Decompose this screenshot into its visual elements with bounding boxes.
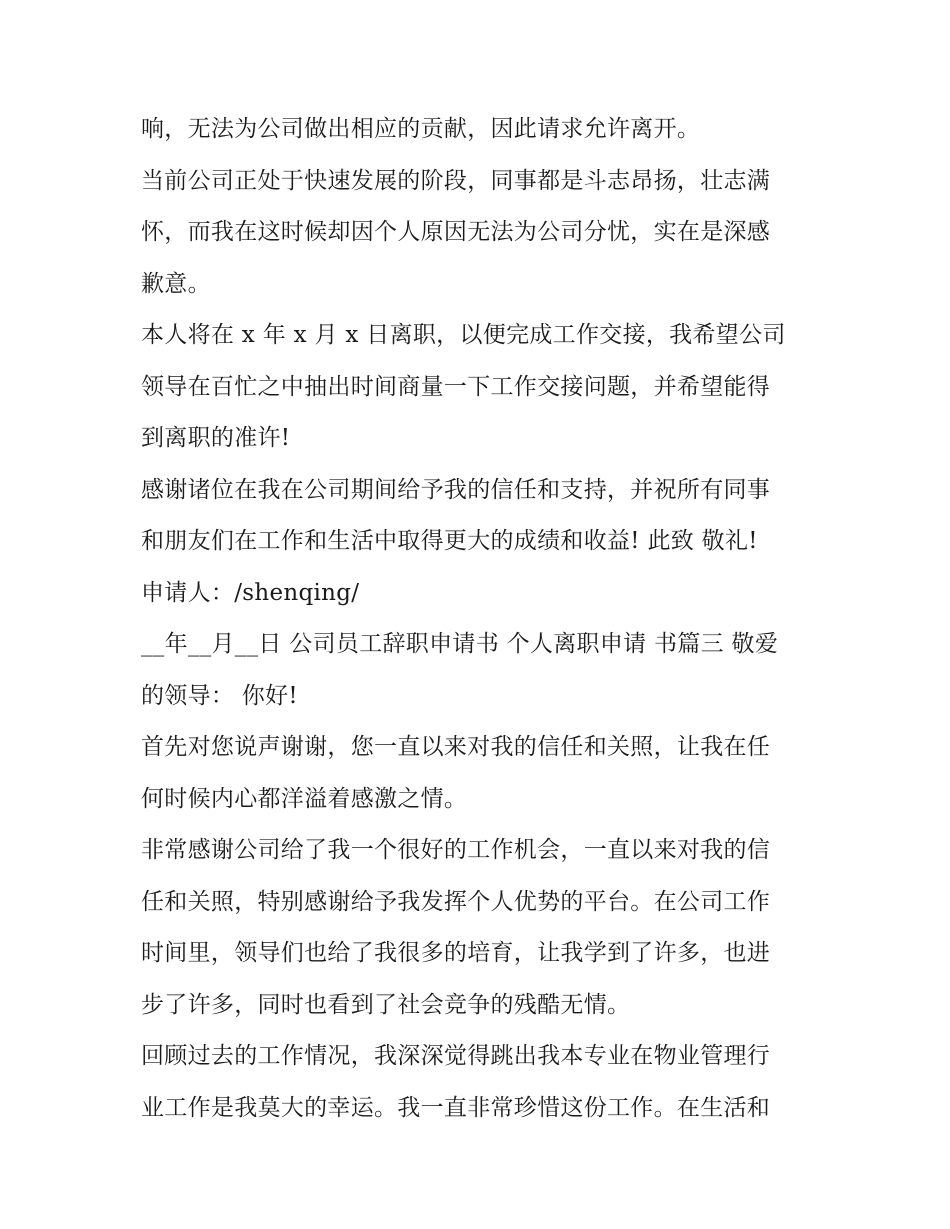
applicant-line: 申请人：/shenqing/ bbox=[141, 579, 360, 606]
text-line: 歉意。 bbox=[141, 270, 211, 297]
text-line: 任和关照，特别感谢给予我发挥个人优势的平台。在公司工作 bbox=[141, 888, 771, 915]
document-body bbox=[141, 108, 821, 1138]
text-line: 和朋友们在工作和生活中取得更大的成绩和收益! 此致 敬礼! bbox=[141, 528, 758, 554]
text-line: 到离职的准许! bbox=[141, 425, 291, 451]
text-line: 响，无法为公司做出相应的贡献，因此请求允许离开。 bbox=[141, 116, 701, 142]
text-line: 步了许多，同时也看到了社会竞争的残酷无情。 bbox=[141, 991, 631, 1018]
text-line: 首先对您说声谢谢，您一直以来对我的信任和关照，让我在任 bbox=[141, 734, 771, 760]
text-line: 领导在百忙之中抽出时间商量一下工作交接问题，并希望能得 bbox=[141, 373, 771, 400]
date-line: __年__月__日 公司员工辞职申请书 个人离职申请 书篇三 敬爱 bbox=[141, 631, 779, 657]
text-line: 当前公司正处于快速发展的阶段，同事都是斗志昂扬，壮志满 bbox=[141, 167, 771, 194]
text-line: 业工作是我莫大的幸运。我一直非常珍惜这份工作。在生活和 bbox=[141, 1094, 771, 1121]
text-line: 感谢诸位在我在公司期间给予我的信任和支持，并祝所有同事 bbox=[141, 476, 771, 503]
text-line: 时间里，领导们也给了我很多的培育，让我学到了许多，也进 bbox=[141, 940, 771, 966]
text-line: 本人将在 x 年 x 月 x 日离职，以便完成工作交接，我希望公司 bbox=[141, 322, 786, 348]
greeting-line: 的领导： 你好! bbox=[141, 682, 298, 709]
text-line: 非常感谢公司给了我一个很好的工作机会，一直以来对我的信 bbox=[141, 837, 771, 863]
text-line: 回顾过去的工作情况，我深深觉得跳出我本专业在物业管理行 bbox=[141, 1043, 771, 1069]
text-line: 怀，而我在这时候却因个人原因无法为公司分忧，实在是深感 bbox=[141, 219, 771, 245]
text-line: 何时候内心都洋溢着感激之情。 bbox=[141, 785, 468, 812]
